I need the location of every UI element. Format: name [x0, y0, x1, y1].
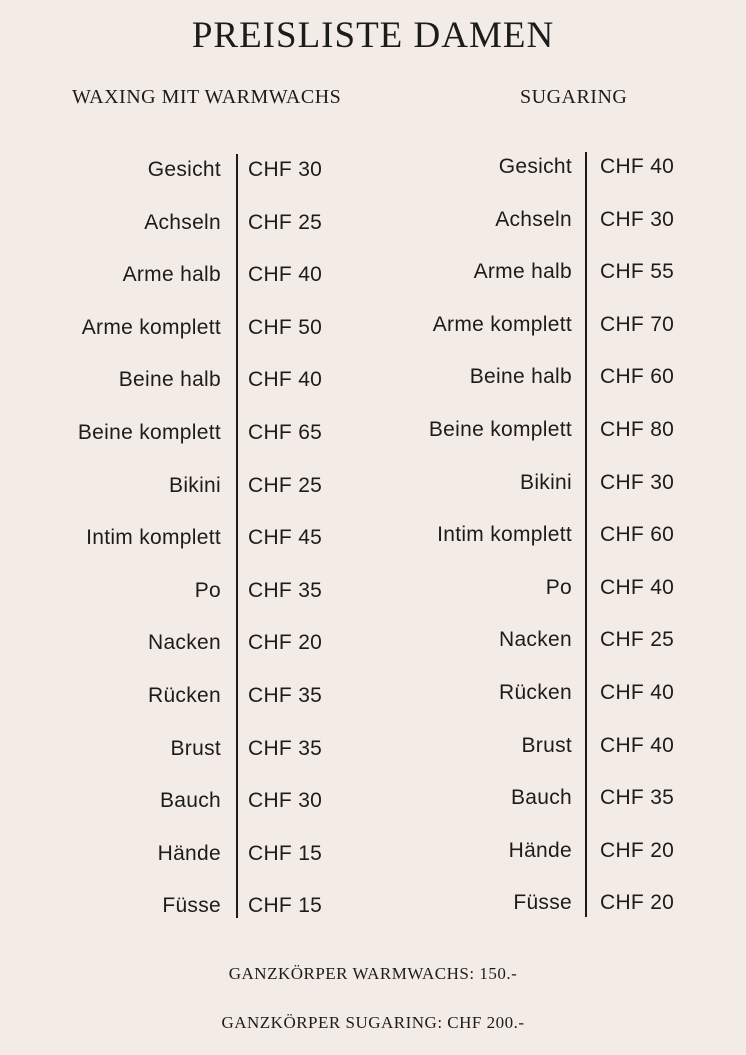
waxing-item-price: CHF 50: [248, 315, 323, 339]
footer-sugaring: GANZKÖRPER SUGARING: CHF 200.-: [221, 1013, 525, 1032]
waxing-item-label: Arme halb: [122, 263, 221, 287]
waxing-item-price: CHF 35: [248, 684, 323, 707]
waxing-item-label: Gesicht: [147, 158, 221, 181]
sugaring-item-price: CHF 60: [600, 365, 675, 389]
sugaring-item-label: Arme halb: [473, 260, 572, 284]
waxing-item-price: CHF 40: [248, 263, 323, 287]
waxing-item-price: CHF 20: [248, 631, 323, 655]
waxing-item-label: Beine halb: [118, 368, 221, 392]
waxing-item-price: CHF 25: [248, 210, 323, 234]
sugaring-item-label: Füsse: [513, 891, 572, 915]
sugaring-item-price: CHF 30: [600, 207, 675, 231]
waxing-item-price: CHF 25: [248, 473, 323, 497]
waxing-item-label: Bikini: [169, 473, 221, 497]
waxing-item-price: CHF 30: [248, 789, 323, 813]
sugaring-item-price: CHF 40: [600, 575, 675, 599]
sugaring-item-label: Achseln: [495, 207, 572, 231]
sugaring-item-price: CHF 30: [600, 470, 675, 494]
waxing-item-label: Rücken: [147, 684, 221, 707]
waxing-item-label: Hände: [157, 841, 221, 865]
sugaring-item-price: CHF 20: [600, 838, 675, 862]
sugaring-item-price: CHF 55: [600, 260, 675, 284]
waxing-item-price: CHF 30: [248, 158, 323, 181]
footer-warmwachs: GANZKÖRPER WARMWACHS: 150.-: [228, 964, 518, 983]
waxing-item-price: CHF 40: [248, 368, 323, 392]
sugaring-item-price: CHF 80: [600, 418, 675, 441]
sugaring-item-price: CHF 20: [600, 891, 675, 915]
sugaring-item-price: CHF 25: [600, 628, 675, 652]
waxing-heading: WAXING MIT WARMWACHS: [72, 86, 342, 108]
waxing-item-label: Füsse: [162, 894, 221, 918]
sugaring-item-price: CHF 70: [600, 312, 675, 336]
sugaring-heading: SUGARING: [520, 86, 628, 108]
sugaring-item-label: Po: [545, 575, 572, 599]
sugaring-item-price: CHF 60: [600, 523, 675, 547]
sugaring-item-label: Beine halb: [469, 365, 572, 389]
sugaring-item-label: Beine komplett: [428, 418, 572, 441]
waxing-item-label: Po: [194, 578, 221, 602]
page-title: PREISLISTE DAMEN: [191, 15, 555, 56]
sugaring-divider: [585, 152, 587, 917]
waxing-item-price: CHF 35: [248, 578, 323, 602]
sugaring-item-label: Nacken: [498, 628, 572, 652]
sugaring-item-label: Bauch: [510, 786, 572, 810]
sugaring-item-price: CHF 40: [600, 155, 675, 178]
sugaring-item-label: Brust: [521, 733, 572, 757]
waxing-divider: [236, 154, 238, 918]
waxing-item-price: CHF 45: [248, 526, 323, 550]
waxing-item-label: Nacken: [147, 631, 221, 655]
waxing-item-price: CHF 15: [248, 841, 323, 865]
waxing-item-label: Beine komplett: [77, 421, 221, 444]
waxing-item-label: Achseln: [144, 210, 221, 234]
waxing-item-price: CHF 15: [248, 894, 323, 918]
sugaring-item-label: Arme komplett: [432, 312, 572, 336]
sugaring-item-price: CHF 40: [600, 681, 675, 704]
waxing-item-label: Brust: [170, 736, 221, 760]
sugaring-item-label: Gesicht: [498, 155, 572, 178]
waxing-item-label: Arme komplett: [81, 315, 221, 339]
sugaring-item-label: Hände: [508, 838, 572, 862]
sugaring-item-label: Intim komplett: [437, 523, 572, 547]
sugaring-item-label: Rücken: [498, 681, 572, 704]
sugaring-item-label: Bikini: [520, 470, 572, 494]
waxing-item-label: Bauch: [159, 789, 221, 813]
waxing-item-label: Intim komplett: [86, 526, 221, 550]
sugaring-item-price: CHF 40: [600, 733, 675, 757]
waxing-item-price: CHF 35: [248, 736, 323, 760]
sugaring-item-price: CHF 35: [600, 786, 675, 810]
waxing-item-price: CHF 65: [248, 421, 323, 444]
